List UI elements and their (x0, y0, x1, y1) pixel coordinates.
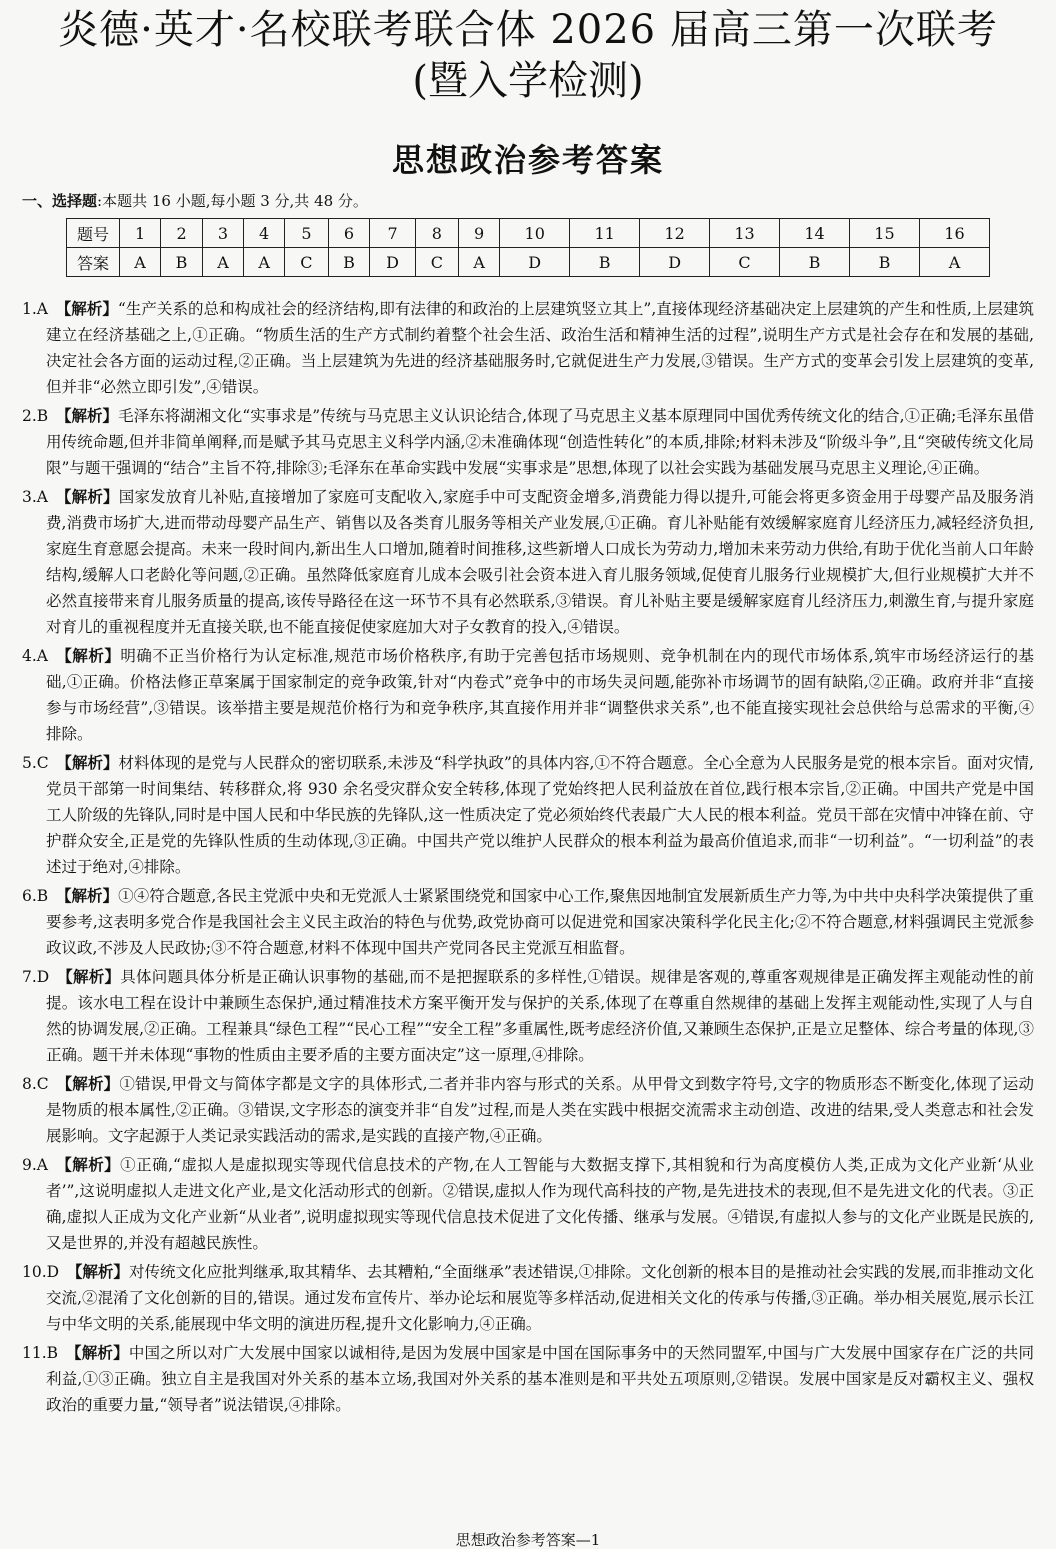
explanation-text: 材料体现的是党与人民群众的密切联系,未涉及“科学执政”的具体内容,①不符合题意。全心全意为人民服务是党的根本宗旨。面对灾情,党员干部第一时间集结、转移群众,将 930 余名受灾群众安全转移,体现了党始终把人民利益放在首位,践行根本宗旨,②正确。中国共产党是中国工人阶级的先锋队,同时是中国人民和中华民族的先锋队,这一性质决定了党必须始终代表最广大人民的根本利益。党员干部在灾情中冲锋在前、守护群众安全,正是党的先锋队性质的生动体现,③正确。中国共产党以维护人民群众的根本利益为最高价值追求,而非“一切利益”。“一切利益”的表述过于绝对,④排除。 (46, 754, 1034, 876)
explanation-text: 中国之所以对广大发展中国家以诚相待,是因为发展中国家是中国在国际事务中的天然同盟军,中国与广大发展中国家存在广泛的共同利益,①③正确。独立自主是我国对外关系的基本立场,我国对外关系的基本准则是和平共处五项原则,②错误。发展中国家是反对霸权主义、强权政治的重要力量,“领导者”说法错误,④排除。 (46, 1344, 1034, 1414)
question-number-cell: 2 (161, 219, 203, 248)
analysis-tag: 【解析】 (56, 1075, 120, 1093)
explanation-item (22, 403, 1034, 481)
explanation-text: ①错误,甲骨文与简体字都是文字的具体形式,二者并非内容与形式的关系。从甲骨文到数字符号,文字的物质形态不断变化,体现了运动是物质的根本属性,②正确。③错误,文字形态的演变并非“自发”过程,而是人类在实践中根据交流需求主动创造、改进的结果,受人类意志和社会发展影响。文字起源于人类记录实践活动的需求,是实践的直接产物,④正确。 (46, 1075, 1034, 1145)
question-number-cell: 9 (459, 219, 500, 248)
explanation-list (22, 296, 1034, 1421)
question-answer-label: 7.D (22, 968, 50, 986)
analysis-tag: 【解析】 (66, 1263, 129, 1281)
question-answer-label: 2.B (22, 407, 49, 425)
page-footer: 思想政治参考答案—1 (455, 1531, 601, 1549)
question-number-cell: 4 (244, 219, 285, 248)
explanation-text: 国家发放育儿补贴,直接增加了家庭可支配收入,家庭手中可支配资金增多,消费能力得以提升,可能会将更多资金用于母婴产品及服务消费,消费市场扩大,进而带动母婴产品生产、销售以及各类育儿服务等相关产业发展,①正确。育儿补贴能有效缓解家庭育儿经济压力,减轻经济负担,家庭生育意愿会提高。未来一段时间内,新出生人口增加,随着时间推移,这些新增人口成长为劳动力,增加未来劳动力供给,有助于优化当前人口年龄结构,缓解人口老龄化等问题,②正确。虽然降低家庭育儿成本会吸引社会资本进入育儿服务领域,促使育儿服务行业规模扩大,但行业规模扩大并不必然直接带来育儿服务质量的提高,该传导路径在这一环节不具有必然联系,③错误。育儿补贴主要是缓解家庭育儿经济压力,刺激生育,与提升家庭对育儿的重视程度并无直接关联,也不能直接促使家庭加大对子女教育的投入,④错误。 (46, 488, 1034, 636)
analysis-tag: 【解析】 (55, 300, 118, 318)
question-number-cell: 15 (849, 219, 919, 248)
answer-row (67, 248, 990, 277)
explanation-item (22, 883, 1034, 961)
question-number-cell: 10 (500, 219, 570, 248)
analysis-tag: 【解析】 (55, 887, 119, 905)
explanation-text: 明确不正当价格行为认定标准,规范市场价格秩序,有助于完善包括市场规则、竞争机制在内的现代市场体系,筑牢市场经济运行的基础,①正确。价格法修正草案属于国家制定的竞争政策,针对“内卷式”竞争中的市场失灵问题,能弥补市场调节的固有缺陷,②正确。政府并非“直接参与市场经营”,③错误。该举措主要是规范价格行为和竞争秩序,其直接作用并非“调整供求关系”,也不能直接实现社会总供给与总需求的平衡,④排除。 (46, 647, 1034, 743)
question-number-cell: 3 (202, 219, 243, 248)
answer-cell: A (459, 248, 500, 277)
explanation-text: 毛泽东将湖湘文化“实事求是”传统与马克思主义认识论结合,体现了马克思主义基本原理同中国优秀传统文化的结合,①正确;毛泽东虽借用传统命题,但并非简单阐释,而是赋予其马克思主义科学内涵,②未准确体现“创造性转化”的本质,排除;材料未涉及“阶级斗争”,且“突破传统文化局限”与题干强调的“结合”主旨不符,排除③;毛泽东在革命实践中发展“实事求是”思想,体现了以社会实践为基础发展马克思主义理论,④正确。 (46, 407, 1034, 477)
explanation-text: 对传统文化应批判继承,取其精华、去其糟粕,“全面继承”表述错误,①排除。文化创新的根本目的是推动社会实践的发展,而非推动文化交流,②混淆了文化创新的目的,错误。通过发布宣传片、举办论坛和展览等多样活动,促进相关文化的传承与传播,③正确。举办相关展览,展示长江与中华文明的关系,能展现中华文明的演进历程,提升文化影响力,④正确。 (46, 1263, 1034, 1333)
question-number-cell: 14 (780, 219, 850, 248)
explanation-item (22, 296, 1034, 400)
answer-cell: B (849, 248, 919, 277)
answer-cell: A (202, 248, 243, 277)
answer-cell: B (161, 248, 203, 277)
question-answer-label: 10.D (22, 1263, 60, 1281)
analysis-tag: 【解析】 (55, 407, 119, 425)
explanation-text: “生产关系的总和构成社会的经济结构,即有法律的和政治的上层建筑竖立其上”,直接体现经济基础决定上层建筑的产生和性质,上层建筑建立在经济基础之上,①正确。“物质生活的生产方式制约着整个社会生活、政治生活和精神生活的过程”,说明生产方式是社会存在和发展的基础,决定社会各方面的运动过程,②正确。当上层建筑为先进的经济基础服务时,它就促进生产力发展,③错误。生产方式的变革会引发上层建筑的变革,但并非“必然立即引发”,④错误。 (46, 300, 1034, 396)
question-number-cell: 1 (120, 219, 161, 248)
answer-cell: C (415, 248, 458, 277)
explanation-item (22, 1071, 1034, 1149)
question-answer-label: 1.A (22, 300, 48, 318)
answer-cell: D (640, 248, 710, 277)
explanation-text: ①正确,“虚拟人是虚拟现实等现代信息技术的产物,在人工智能与大数据支撑下,其相貌和行为高度模仿人类,正成为文化产业新‘从业者’”,这说明虚拟人走进文化产业,是文化活动形式的创新。②错误,虚拟人作为现代高科技的产物,是先进技术的表现,但不是先进文化的代表。③正确,虚拟人正成为文化产业新“从业者”,说明虚拟现实等现代信息技术促进了文化传播、继承与发展。④错误,有虚拟人参与的文化产业既是民族的,又是世界的,并没有超越民族性。 (46, 1156, 1034, 1252)
analysis-tag: 【解析】 (56, 968, 121, 986)
analysis-tag: 【解析】 (65, 1344, 129, 1362)
page-title: 思想政治参考答案 (391, 141, 664, 179)
answer-cell: A (919, 248, 989, 277)
explanation-text: ①④符合题意,各民主党派中央和无党派人士紧紧围绕党和国家中心工作,聚焦因地制宜发展新质生产力等,为中共中央科学决策提供了重要参考,这表明多党合作是我国社会主义民主政治的特色与优势,政党协商可以促进党和国家决策科学化民主化;②不符合题意,材料强调民主党派参政议政,不涉及人民政协;③不符合题意,材料不体现中国共产党同各民主党派互相监督。 (46, 887, 1034, 957)
question-answer-label: 4.A (22, 647, 48, 665)
answer-cell: B (328, 248, 370, 277)
explanation-item (22, 1259, 1034, 1337)
question-number-cell: 16 (919, 219, 989, 248)
row-label: 答案 (67, 248, 120, 277)
question-number-cell: 12 (640, 219, 710, 248)
answer-cell: B (780, 248, 850, 277)
explanation-item (22, 643, 1034, 747)
exam-title: 炎德·英才·名校联考联合体 2026 届高三第一次联考 (58, 7, 998, 53)
question-answer-label: 6.B (22, 887, 49, 905)
explanation-item (22, 1340, 1034, 1418)
answer-cell: C (285, 248, 328, 277)
analysis-tag: 【解析】 (56, 754, 119, 772)
question-number-cell: 13 (710, 219, 780, 248)
analysis-tag: 【解析】 (55, 488, 119, 506)
explanation-item (22, 750, 1034, 880)
section-label: 一、选择题 (22, 192, 98, 210)
answer-cell: A (244, 248, 285, 277)
question-number-cell: 8 (415, 219, 458, 248)
explanation-text: 具体问题具体分析是正确认识事物的基础,而不是把握联系的多样性,①错误。规律是客观的,尊重客观规律是正确发挥主观能动性的前提。该水电工程在设计中兼顾生态保护,通过精准技术方案平衡开发与保护的关系,体现了在尊重自然规律的基础上发挥主观能动性,实现了人与自然的协调发展,②正确。工程兼具“绿色工程”“民心工程”“安全工程”多重属性,既考虑经济价值,又兼顾生态保护,正是立足整体、综合考量的体现,③正确。题干并未体现“事物的性质由主要矛盾的主要方面决定”这一原理,④排除。 (46, 968, 1034, 1064)
answer-cell: C (710, 248, 780, 277)
answer-cell: D (370, 248, 415, 277)
question-answer-label: 9.A (22, 1156, 48, 1174)
analysis-tag: 【解析】 (55, 647, 121, 665)
section-heading (22, 190, 368, 212)
exam-subtitle: (暨入学检测) (412, 58, 644, 104)
question-answer-label: 11.B (22, 1344, 59, 1362)
question-answer-label: 3.A (22, 488, 48, 506)
question-number-row (67, 219, 990, 248)
explanation-item (22, 484, 1034, 640)
analysis-tag: 【解析】 (55, 1156, 121, 1174)
answer-cell: B (570, 248, 640, 277)
question-number-cell: 7 (370, 219, 415, 248)
question-number-cell: 5 (285, 219, 328, 248)
answer-cell: A (120, 248, 161, 277)
question-number-cell: 11 (570, 219, 640, 248)
answer-cell: D (500, 248, 570, 277)
explanation-item (22, 1152, 1034, 1256)
explanation-item (22, 964, 1034, 1068)
row-label: 题号 (67, 219, 120, 248)
question-answer-label: 8.C (22, 1075, 49, 1093)
section-description: :本题共 16 小题,每小题 3 分,共 48 分。 (97, 192, 368, 210)
question-number-cell: 6 (328, 219, 370, 248)
answer-table (66, 218, 990, 277)
question-answer-label: 5.C (22, 754, 49, 772)
